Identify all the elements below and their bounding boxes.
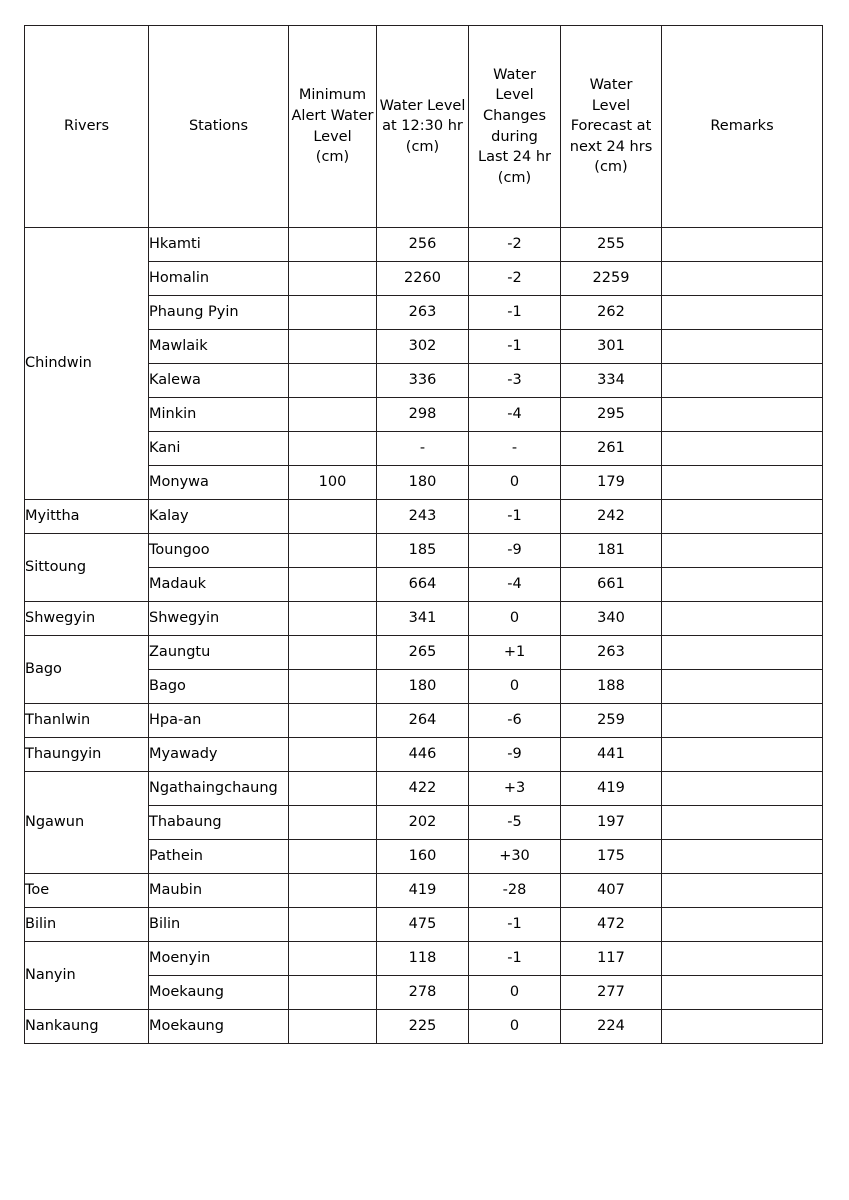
water-level-change-cell: -	[469, 432, 561, 466]
column-header-stations	[149, 26, 289, 228]
station-name-cell: Pathein	[149, 840, 289, 874]
min-alert-water-level-cell	[289, 874, 377, 908]
min-alert-water-level-cell	[289, 636, 377, 670]
table-row	[25, 738, 823, 772]
station-name-cell: Bago	[149, 670, 289, 704]
water-level-forecast-cell: 255	[561, 228, 662, 262]
river-name-cell: Shwegyin	[25, 602, 149, 636]
station-name-cell: Maubin	[149, 874, 289, 908]
column-header-min_alert_water_level	[289, 26, 377, 228]
min-alert-water-level-cell	[289, 500, 377, 534]
water-level-change-cell: -6	[469, 704, 561, 738]
water-level-forecast-cell: 441	[561, 738, 662, 772]
table-body	[25, 228, 823, 1044]
river-name-cell: Ngawun	[25, 772, 149, 874]
river-name-cell: Bago	[25, 636, 149, 704]
water-level-change-cell: -2	[469, 228, 561, 262]
min-alert-water-level-cell	[289, 1010, 377, 1044]
station-name-cell: Kani	[149, 432, 289, 466]
column-header-line: Last 24 hr	[477, 149, 552, 166]
min-alert-water-level-cell	[289, 534, 377, 568]
water-level-change-cell: 0	[469, 1010, 561, 1044]
min-alert-water-level-cell	[289, 364, 377, 398]
water-level-forecast-cell: 188	[561, 670, 662, 704]
min-alert-water-level-cell	[289, 568, 377, 602]
water-level-change-cell: +1	[469, 636, 561, 670]
water-level-change-cell: -4	[469, 568, 561, 602]
station-name-cell: Kalewa	[149, 364, 289, 398]
water-level-cell: 265	[377, 636, 469, 670]
remarks-cell	[662, 636, 823, 670]
remarks-cell	[662, 874, 823, 908]
station-name-cell: Mawlaik	[149, 330, 289, 364]
min-alert-water-level-cell	[289, 398, 377, 432]
station-name-cell: Minkin	[149, 398, 289, 432]
water-level-forecast-cell: 175	[561, 840, 662, 874]
remarks-cell	[662, 976, 823, 1010]
water-level-forecast-cell: 224	[561, 1010, 662, 1044]
column-header-remarks	[662, 26, 823, 228]
column-header-line: Remarks	[710, 118, 774, 135]
water-level-change-cell: +30	[469, 840, 561, 874]
column-header-line: during	[491, 128, 538, 145]
water-level-cell: 446	[377, 738, 469, 772]
remarks-cell	[662, 738, 823, 772]
water-level-cell: 264	[377, 704, 469, 738]
water-level-forecast-cell: 117	[561, 942, 662, 976]
river-name-cell: Thaungyin	[25, 738, 149, 772]
remarks-cell	[662, 296, 823, 330]
water-level-cell: 180	[377, 466, 469, 500]
water-level-change-cell: -9	[469, 738, 561, 772]
water-level-forecast-cell: 340	[561, 602, 662, 636]
river-name-cell: Toe	[25, 874, 149, 908]
column-header-line: Stations	[188, 118, 249, 135]
water-level-change-cell: -1	[469, 500, 561, 534]
water-level-cell: 180	[377, 670, 469, 704]
water-level-change-cell: +3	[469, 772, 561, 806]
column-header-water_level_1230	[377, 26, 469, 228]
water-level-forecast-cell: 181	[561, 534, 662, 568]
water-level-change-cell: -1	[469, 296, 561, 330]
water-level-cell: 185	[377, 534, 469, 568]
min-alert-water-level-cell	[289, 228, 377, 262]
water-level-change-cell: 0	[469, 602, 561, 636]
remarks-cell	[662, 1010, 823, 1044]
remarks-cell	[662, 806, 823, 840]
station-name-cell: Phaung Pyin	[149, 296, 289, 330]
remarks-cell	[662, 364, 823, 398]
column-header-water_level_forecast_24hr	[561, 26, 662, 228]
min-alert-water-level-cell	[289, 704, 377, 738]
min-alert-water-level-cell: 100	[289, 466, 377, 500]
column-header-line: Water	[589, 77, 633, 94]
water-level-cell: 225	[377, 1010, 469, 1044]
table-row	[25, 772, 823, 806]
min-alert-water-level-cell	[289, 908, 377, 942]
water-level-forecast-cell: 179	[561, 466, 662, 500]
water-level-cell: 2260	[377, 262, 469, 296]
water-level-forecast-cell: 2259	[561, 262, 662, 296]
station-name-cell: Hkamti	[149, 228, 289, 262]
column-header-line: (cm)	[497, 169, 532, 186]
water-level-cell: 278	[377, 976, 469, 1010]
column-header-line: Level	[495, 87, 534, 104]
remarks-cell	[662, 500, 823, 534]
column-header-line: Level	[313, 128, 352, 145]
water-level-cell: 422	[377, 772, 469, 806]
water-level-cell: 243	[377, 500, 469, 534]
water-level-forecast-cell: 263	[561, 636, 662, 670]
min-alert-water-level-cell	[289, 296, 377, 330]
column-header-line: Changes	[482, 107, 547, 124]
station-name-cell: Shwegyin	[149, 602, 289, 636]
column-header-water_level_change_24hr	[469, 26, 561, 228]
river-name-cell: Thanlwin	[25, 704, 149, 738]
water-level-change-cell: -9	[469, 534, 561, 568]
water-level-report-sheet	[24, 25, 822, 1044]
water-level-forecast-cell: 472	[561, 908, 662, 942]
water-level-cell: 419	[377, 874, 469, 908]
water-level-cell: 263	[377, 296, 469, 330]
water-level-forecast-cell: 661	[561, 568, 662, 602]
table-row	[25, 942, 823, 976]
remarks-cell	[662, 262, 823, 296]
water-level-cell: 475	[377, 908, 469, 942]
table-row	[25, 534, 823, 568]
min-alert-water-level-cell	[289, 806, 377, 840]
water-level-forecast-cell: 259	[561, 704, 662, 738]
table-row	[25, 874, 823, 908]
station-name-cell: Hpa-an	[149, 704, 289, 738]
water-level-forecast-cell: 261	[561, 432, 662, 466]
water-level-forecast-cell: 419	[561, 772, 662, 806]
min-alert-water-level-cell	[289, 840, 377, 874]
remarks-cell	[662, 908, 823, 942]
water-level-forecast-cell: 334	[561, 364, 662, 398]
water-level-cell: 256	[377, 228, 469, 262]
water-level-forecast-cell: 242	[561, 500, 662, 534]
water-level-change-cell: 0	[469, 976, 561, 1010]
water-level-cell: 298	[377, 398, 469, 432]
table-row	[25, 1010, 823, 1044]
water-level-forecast-cell: 197	[561, 806, 662, 840]
column-header-line: next 24 hrs	[569, 138, 653, 155]
station-name-cell: Myawady	[149, 738, 289, 772]
station-name-cell: Homalin	[149, 262, 289, 296]
water-level-forecast-cell: 407	[561, 874, 662, 908]
water-level-change-cell: -1	[469, 330, 561, 364]
table-row	[25, 636, 823, 670]
min-alert-water-level-cell	[289, 432, 377, 466]
water-level-cell: -	[377, 432, 469, 466]
min-alert-water-level-cell	[289, 670, 377, 704]
station-name-cell: Toungoo	[149, 534, 289, 568]
water-level-cell: 302	[377, 330, 469, 364]
min-alert-water-level-cell	[289, 330, 377, 364]
water-level-change-cell: -5	[469, 806, 561, 840]
table-header	[25, 26, 823, 228]
water-level-forecast-cell: 301	[561, 330, 662, 364]
river-name-cell: Bilin	[25, 908, 149, 942]
water-level-change-cell: -1	[469, 942, 561, 976]
remarks-cell	[662, 568, 823, 602]
station-name-cell: Bilin	[149, 908, 289, 942]
river-name-cell: Sittoung	[25, 534, 149, 602]
column-header-line: Forecast at	[570, 118, 652, 135]
water-level-cell: 336	[377, 364, 469, 398]
remarks-cell	[662, 772, 823, 806]
station-name-cell: Thabaung	[149, 806, 289, 840]
water-level-cell: 118	[377, 942, 469, 976]
water-level-change-cell: -3	[469, 364, 561, 398]
remarks-cell	[662, 466, 823, 500]
river-name-cell: Myittha	[25, 500, 149, 534]
remarks-cell	[662, 704, 823, 738]
station-name-cell: Moekaung	[149, 1010, 289, 1044]
column-header-line: Minimum	[298, 87, 367, 104]
water-level-forecast-cell: 295	[561, 398, 662, 432]
column-header-line: Rivers	[63, 118, 110, 135]
column-header-line: at 12:30 hr	[382, 118, 463, 135]
min-alert-water-level-cell	[289, 976, 377, 1010]
water-level-change-cell: 0	[469, 466, 561, 500]
remarks-cell	[662, 670, 823, 704]
column-header-line: Alert Water	[291, 107, 374, 124]
column-header-line: Level	[591, 97, 631, 114]
water-level-cell: 664	[377, 568, 469, 602]
table-row	[25, 704, 823, 738]
water-level-change-cell: -2	[469, 262, 561, 296]
water-level-forecast-cell: 262	[561, 296, 662, 330]
min-alert-water-level-cell	[289, 262, 377, 296]
station-name-cell: Madauk	[149, 568, 289, 602]
station-name-cell: Moenyin	[149, 942, 289, 976]
water-level-change-cell: -1	[469, 908, 561, 942]
water-level-cell: 160	[377, 840, 469, 874]
min-alert-water-level-cell	[289, 772, 377, 806]
station-name-cell: Kalay	[149, 500, 289, 534]
water-level-change-cell: 0	[469, 670, 561, 704]
river-name-cell: Chindwin	[25, 228, 149, 500]
water-level-cell: 341	[377, 602, 469, 636]
water-level-forecast-cell: 277	[561, 976, 662, 1010]
min-alert-water-level-cell	[289, 942, 377, 976]
column-header-line: (cm)	[594, 159, 628, 176]
station-name-cell: Monywa	[149, 466, 289, 500]
station-name-cell: Ngathaingchaung	[149, 772, 289, 806]
station-name-cell: Moekaung	[149, 976, 289, 1010]
remarks-cell	[662, 432, 823, 466]
remarks-cell	[662, 840, 823, 874]
remarks-cell	[662, 942, 823, 976]
min-alert-water-level-cell	[289, 738, 377, 772]
column-header-line: (cm)	[315, 149, 350, 166]
water-level-table	[24, 25, 823, 1044]
remarks-cell	[662, 228, 823, 262]
remarks-cell	[662, 534, 823, 568]
water-level-change-cell: -4	[469, 398, 561, 432]
remarks-cell	[662, 602, 823, 636]
table-header-row	[25, 26, 823, 228]
column-header-line: Water Level	[379, 97, 466, 114]
remarks-cell	[662, 398, 823, 432]
column-header-rivers	[25, 26, 149, 228]
table-row	[25, 500, 823, 534]
table-row	[25, 228, 823, 262]
column-header-line: (cm)	[405, 138, 440, 155]
min-alert-water-level-cell	[289, 602, 377, 636]
water-level-change-cell: -28	[469, 874, 561, 908]
remarks-cell	[662, 330, 823, 364]
column-header-line: Water	[493, 66, 536, 83]
table-row	[25, 908, 823, 942]
river-name-cell: Nankaung	[25, 1010, 149, 1044]
table-row	[25, 602, 823, 636]
station-name-cell: Zaungtu	[149, 636, 289, 670]
water-level-cell: 202	[377, 806, 469, 840]
river-name-cell: Nanyin	[25, 942, 149, 1010]
